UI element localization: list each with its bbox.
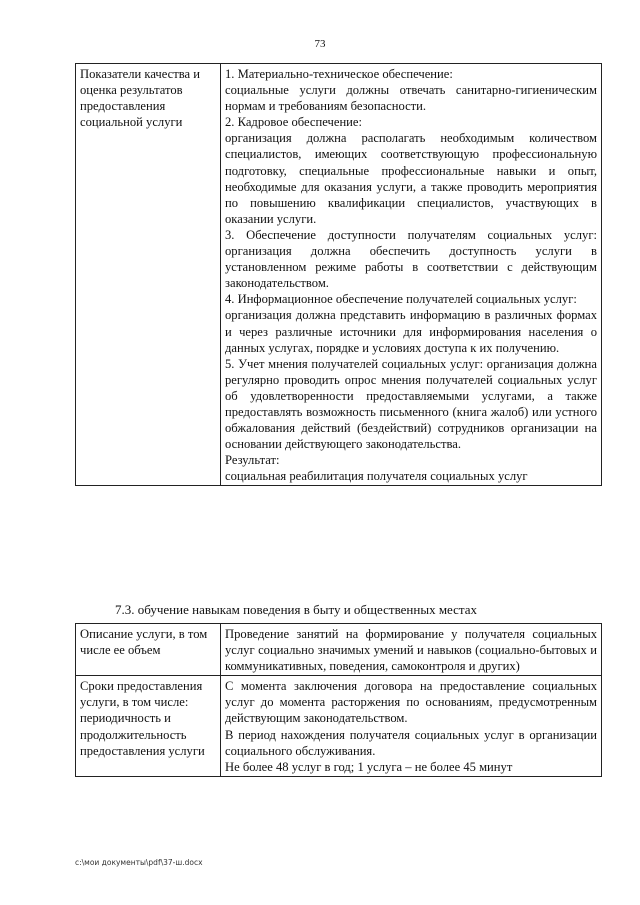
paragraph: 1. Материально-техническое обеспечение: xyxy=(225,67,453,81)
paragraph: 4. Информационное обеспечение получателей социальных услуг: xyxy=(225,292,577,307)
row-label xyxy=(76,64,221,486)
paragraph: С момента заключения договора на предоставление социальных услуг до момента расторжения по основаниям, предусмотренным действующим законодательством. xyxy=(225,679,597,726)
row-label xyxy=(76,624,221,676)
row-label-text: Показатели качества и оценка результатов предоставления социальной услуги xyxy=(80,67,201,130)
row-label xyxy=(76,676,221,777)
row-label-text: Описание услуги, в том числе ее объем xyxy=(80,627,208,658)
service-description-table xyxy=(75,623,602,777)
paragraph: 2. Кадровое обеспечение: xyxy=(225,115,363,130)
row-content xyxy=(221,676,602,777)
section-title: 7.3. обучение навыкам поведения в быту и общественных местах xyxy=(115,602,478,617)
table-row xyxy=(76,676,602,777)
table-row xyxy=(76,64,602,486)
paragraph: организация должна располагать необходимым количеством специалистов, имеющих соответствующую профессиональную подготовку, специальные профессиональные навыки и опыт, необходимые для оказания услуги, а также проводить мероприятия по повышению квалификации специалистов, участвующих в оказании услуги. xyxy=(225,131,597,226)
paragraph: социальные услуги должны отвечать санитарно-гигиеническим нормам и требованиям безопасности. xyxy=(225,83,597,114)
quality-indicators-table xyxy=(75,63,602,486)
row-content xyxy=(221,64,602,486)
paragraph: Результат: xyxy=(225,453,280,468)
file-path-footer: c:\мои документы\pdf\37-ш.docx xyxy=(75,858,203,867)
paragraph: социальная реабилитация получателя социальных услуг xyxy=(225,469,528,484)
paragraph: Не более 48 услуг в год; 1 услуга – не более 45 минут xyxy=(225,759,513,774)
row-label-text: Сроки предоставления услуги, в том числе: периодичность и продолжительность предоставления услуги xyxy=(80,679,205,758)
page-number: 73 xyxy=(314,38,326,50)
paragraph: 3. Обеспечение доступности получателям социальных услуг: организация должна обеспечить доступность услуги в установленном режиме работы в соответствии с действующим законодательством. xyxy=(225,227,597,291)
paragraph: организация должна представить информацию в различных формах и через различные источники для информирования населения о данных услугах, порядке и условиях доступа к их получению. xyxy=(225,308,597,355)
paragraph: Проведение занятий на формирование у получателя социальных услуг социально значимых умений и навыков (социально-бытовых и коммуникативных, поведения, самоконтроля и других) xyxy=(225,627,597,674)
paragraph: В период нахождения получателя социальных услуг в организации социального обслуживания. xyxy=(225,727,597,758)
row-content xyxy=(221,624,602,676)
paragraph: 5. Учет мнения получателей социальных услуг: организация должна регулярно проводить опрос мнения получателей социальных услуг об удовлетворенности предоставляемыми услугами, а также предоставлять возможность письменного (книга жалоб) или устного обжалования действий (бездействий) сотрудников организации на основании действующего законодательства. xyxy=(225,356,597,452)
table-row xyxy=(76,624,602,676)
